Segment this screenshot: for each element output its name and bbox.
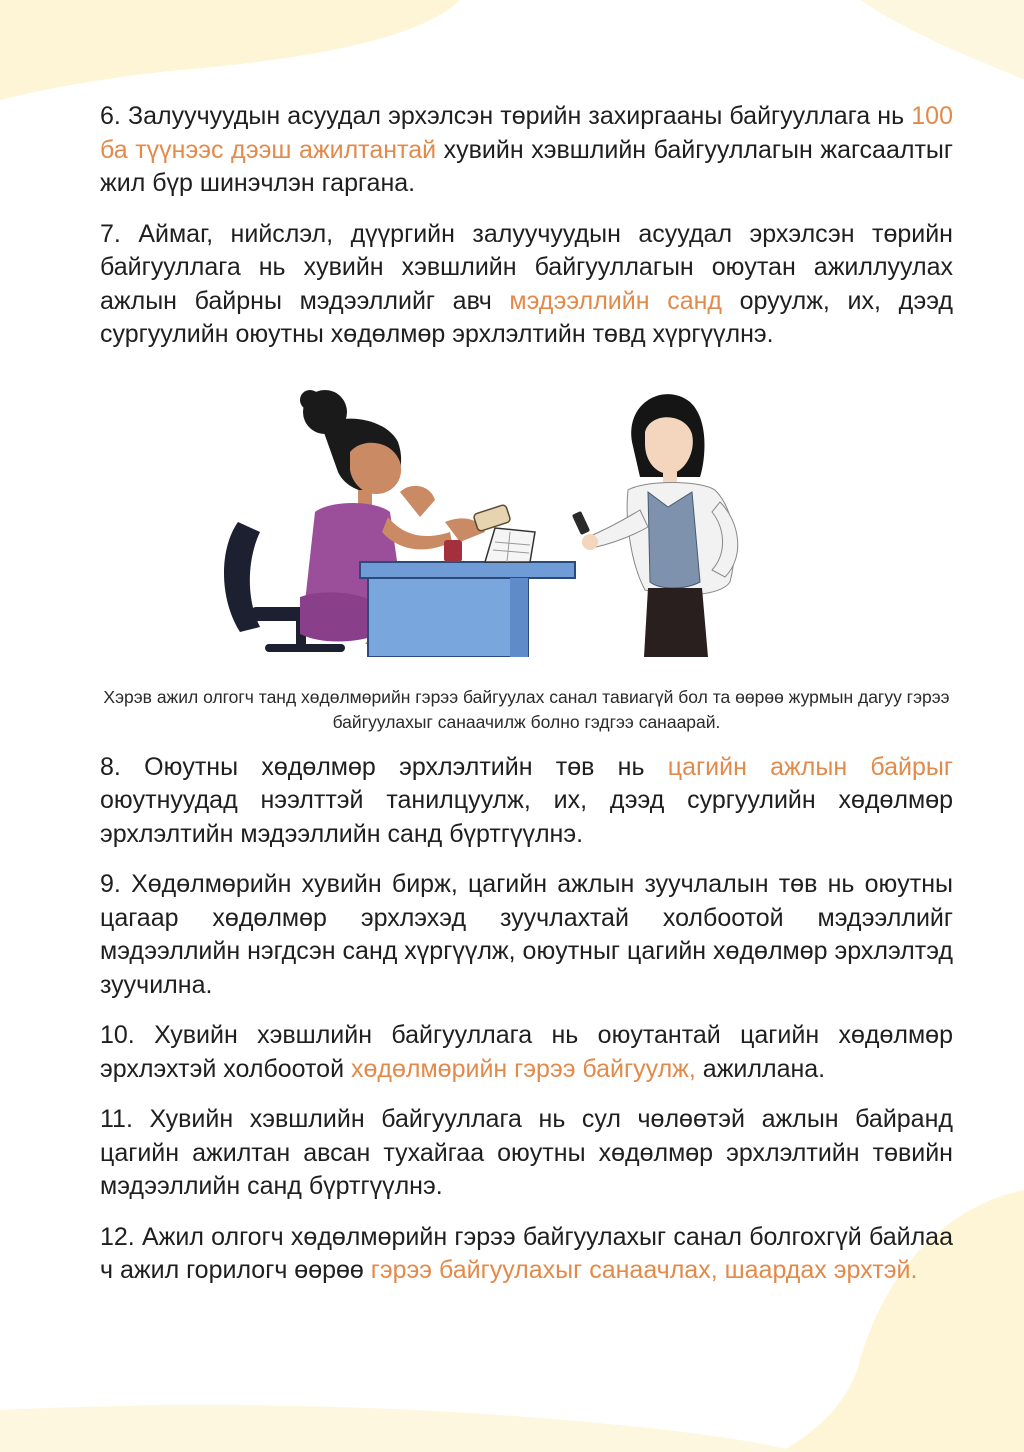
- illustration-caption: Хэрэв ажил олгогч танд хөдөлмөрийн гэрээ байгуулах санал тавиагүй бол та өөрөө журмын дагуу гэрээ байгуулахыг санаачилж болно гэдгээ санаарай.: [103, 686, 950, 732]
- item-number: 8.: [100, 752, 121, 781]
- paragraph-6: [100, 100, 953, 201]
- paragraph-text: хувийн хэвшлийн байгууллагын жагсаалтыг жил бүр шинэчлэн гаргана.: [100, 135, 953, 197]
- paragraph-8: [100, 751, 953, 852]
- desk-calendar: [485, 528, 535, 562]
- item-number: 11.: [100, 1105, 133, 1133]
- paragraph-text: Хөдөлмөрийн хувийн бирж, цагийн ажлын зуучлалын төв нь оюутны цагаар хөдөлмөр эрхлэхэд зуучлахтай холбоотой мэдээллийг мэдээллийн нэгдсэн санд хүргүүлж, оюутныг цагийн хөдөлмөр эрхлэлтэд зуучилна.: [100, 870, 953, 999]
- page-content: [100, 100, 953, 1305]
- paragraph-text: Аймаг, нийслэл, дүүргийн залуучуудын асуудал эрхэлсэн төрийн байгууллага нь хувийн хэвшлийн байгууллагын оюутан ажиллуулах ажлын байрны мэдээллийг авч: [100, 219, 953, 315]
- paragraph-9: [100, 868, 953, 1002]
- highlighted-text: цагийн ажлын байрыг: [667, 752, 954, 781]
- paragraph-7: [100, 218, 953, 352]
- paragraph-text: Оюутны хөдөлмөр эрхлэлтийн төв нь: [144, 752, 668, 781]
- standing-woman: [572, 394, 738, 657]
- paragraph-text: Залуучуудын асуудал эрхэлсэн төрийн захиргааны байгууллага нь: [128, 102, 912, 130]
- highlighted-text: хөдөлмөрийн гэрээ байгуулж,: [351, 1054, 696, 1083]
- paragraph-text: ажиллана.: [695, 1054, 826, 1083]
- paragraph-12: [100, 1221, 953, 1288]
- item-number: 12.: [100, 1222, 135, 1251]
- item-number: 6.: [100, 102, 121, 130]
- item-number: 10.: [100, 1021, 135, 1049]
- desk: [360, 562, 575, 657]
- paragraph-text: Хувийн хэвшлийн байгууллага нь оюутантай цагийн хөдөлмөр эрхлэхтэй холбоотой: [100, 1021, 953, 1083]
- mug: [444, 540, 462, 562]
- paragraph-text: Ажил олгогч хөдөлмөрийн гэрээ байгуулахыг санал болгохгүй байлаа ч ажил горилогч өөрөө: [100, 1222, 953, 1284]
- paragraph-11: [100, 1103, 953, 1204]
- paragraph-text: оруулж, их, дээд сургуулийн оюутны хөдөлмөр эрхлэлтийн төвд хүргүүлнэ.: [100, 286, 953, 348]
- highlighted-text: 100 ба түүнээс дээш ажилтантай: [100, 102, 953, 164]
- paragraph-text: Хувийн хэвшлийн байгууллага нь сул чөлөөтэй ажлын байранд цагийн ажилтан авсан тухайгаа оюутны хөдөлмөр эрхлэлтийн төвийн мэдээллийн санд бүртгүүлнэ.: [100, 1105, 953, 1200]
- job-interview-illustration: [100, 382, 953, 657]
- item-number: 7.: [100, 219, 121, 248]
- highlighted-text: гэрээ байгуулахыг санаачлах, шаардах эрхтэй.: [370, 1256, 918, 1284]
- paragraph-10: [100, 1019, 953, 1086]
- item-number: 9.: [100, 870, 121, 898]
- paragraph-text: оюутнуудад нээлттэй танилцуулж, их, дээд сургуулийн хөдөлмөр эрхлэлтийн мэдээллийн санд бүртгүүлнэ.: [100, 786, 953, 848]
- highlighted-text: мэдээллийн санд: [509, 286, 722, 315]
